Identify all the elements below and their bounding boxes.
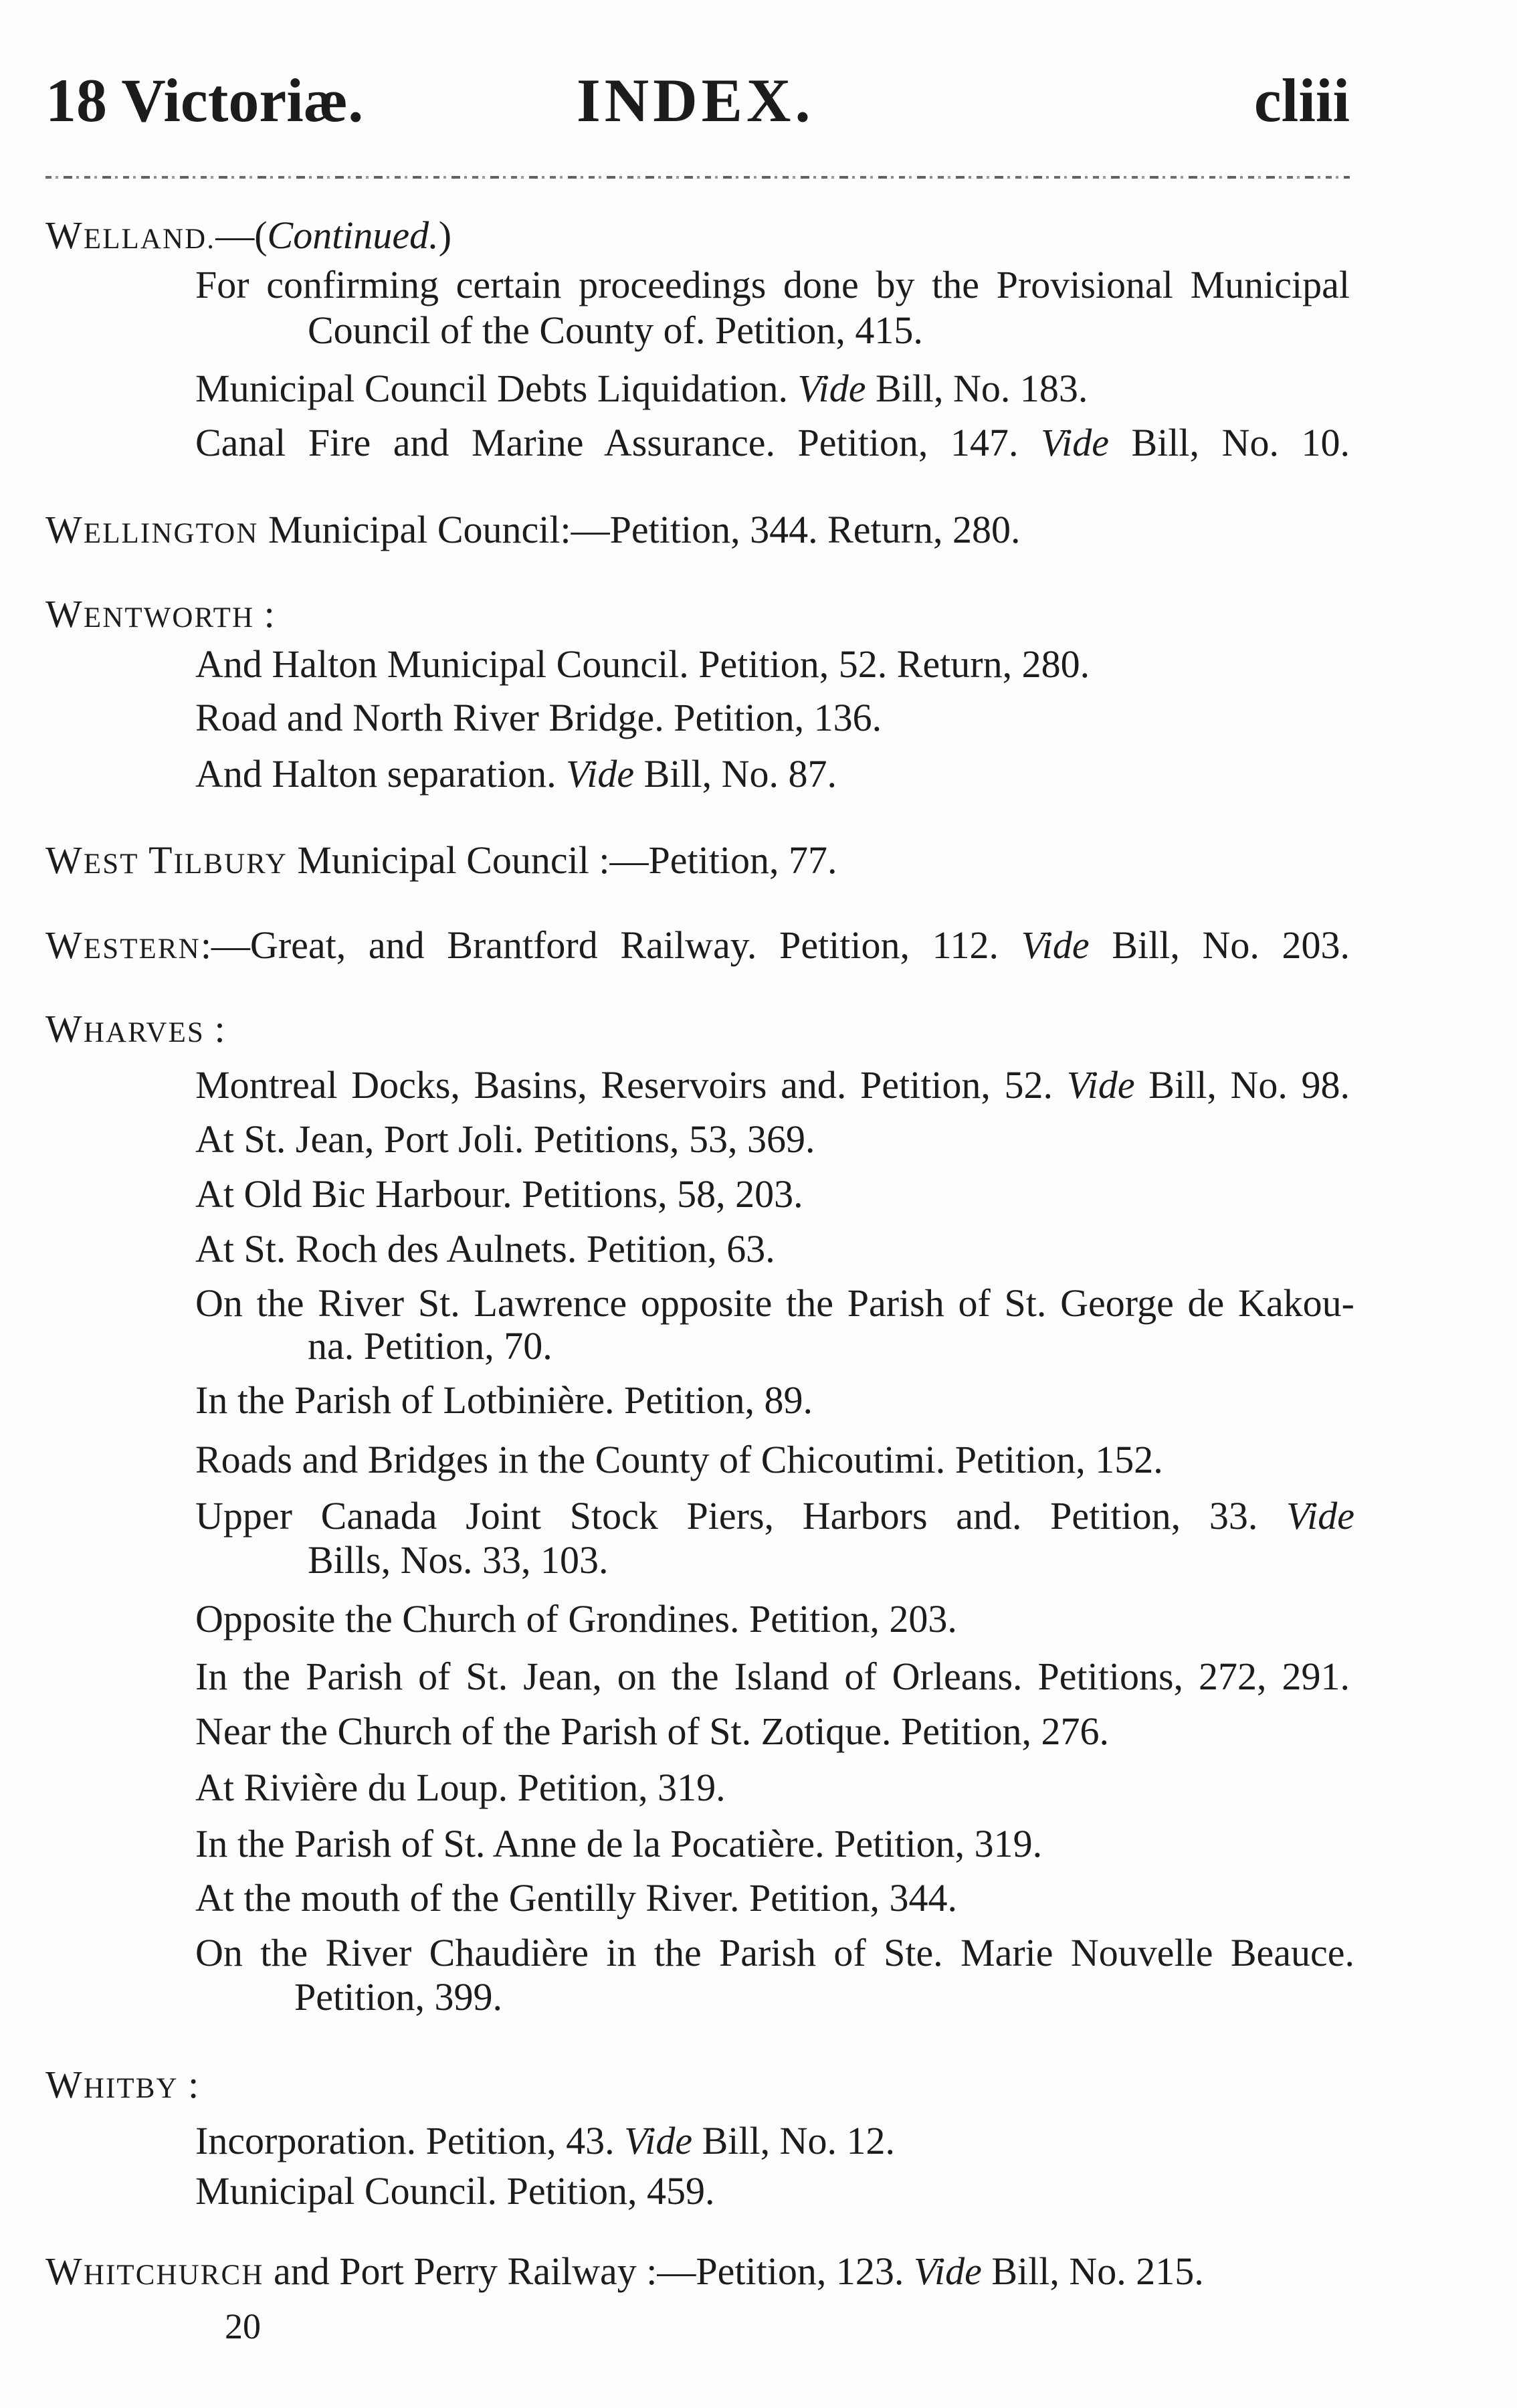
entry-line xyxy=(195,1821,1042,1867)
entry-line xyxy=(195,1116,815,1163)
vide-italic: Vide xyxy=(913,2249,982,2293)
entry-text: In the Parish of St. Anne de la Pocatière. Petition, 319. xyxy=(195,1822,1043,1865)
entry-text: Montreal Docks, Basins, Reservoirs and. Petition, 52. xyxy=(195,1063,1067,1107)
vide-italic: Vide xyxy=(1041,421,1109,464)
entry-line-continued xyxy=(294,1974,502,2021)
section-heading-welland xyxy=(45,212,451,263)
entry-text: Roads and Bridges in the County of Chicoutimi. Petition, 152. xyxy=(195,1438,1163,1481)
entry-text: Bills, Nos. 33, 103. xyxy=(308,1538,609,1582)
heading-name: WESTERN xyxy=(45,923,201,967)
entry-text: Road and North River Bridge. Petition, 136. xyxy=(195,696,882,739)
entry-line-continued xyxy=(308,1537,609,1584)
running-head-session: 18 Victoriæ. xyxy=(45,66,364,134)
entry-line xyxy=(195,694,882,741)
section-heading-whitchurch xyxy=(45,2248,1204,2299)
entry-text: Bill, No. 10. xyxy=(1108,421,1350,464)
entry-text: Upper Canada Joint Stock Piers, Harbors and. Petition, 33. xyxy=(195,1494,1287,1538)
heading-text: : xyxy=(204,1007,225,1050)
heading-italic: Continued. xyxy=(267,213,439,257)
entry-text: Bill, No. 87. xyxy=(634,752,837,796)
entry-line xyxy=(195,1875,957,1922)
entry-line-continued xyxy=(308,1323,552,1370)
entry-line xyxy=(195,1437,1163,1483)
entry-text: On the River Chaudière in the Parish of Ste. Marie Nouvelle Beauce. xyxy=(195,1931,1354,1974)
entry-line xyxy=(195,1930,1354,1976)
heading-text: : xyxy=(254,592,275,636)
entry-text: At the mouth of the Gentilly River. Petition, 344. xyxy=(195,1876,957,1920)
heading-name: WHITBY xyxy=(45,2063,179,2106)
heading-name: WENTWORTH xyxy=(45,592,255,636)
entry-text: In the Parish of Lotbinière. Petition, 89. xyxy=(195,1378,813,1422)
section-heading-whitby xyxy=(45,2061,199,2112)
entry-text: Incorporation. Petition, 43. xyxy=(195,2119,625,2162)
entry-line xyxy=(195,1596,957,1643)
entry-text: Bill, No. 183. xyxy=(866,367,1088,410)
entry-line xyxy=(195,1708,1109,1755)
entry-text: Petition, 399. xyxy=(294,1975,502,2019)
entry-line xyxy=(195,1280,1354,1327)
entry-line xyxy=(195,1377,813,1424)
heading-text: : xyxy=(178,2063,199,2106)
entry-text: Municipal Council Debts Liquidation. xyxy=(195,367,798,410)
section-heading-wentworth xyxy=(45,591,275,642)
entry-line xyxy=(195,2168,715,2215)
heading-text: and Port Perry Railway :—Petition, 123. xyxy=(264,2249,914,2293)
vide-italic: Vide xyxy=(1021,923,1090,967)
entry-line xyxy=(195,2118,895,2164)
entry-text: In the Parish of St. Jean, on the Island of Orleans. Petitions, 272, 291. xyxy=(195,1655,1350,1698)
section-heading-wharves xyxy=(45,1006,225,1056)
entry-text: And Halton separation. xyxy=(195,752,567,796)
heading-text: ) xyxy=(438,213,452,257)
vide-italic: Vide xyxy=(566,752,635,796)
section-heading-western xyxy=(45,922,1350,973)
page-number: cliii xyxy=(1253,66,1350,134)
entry-text: Bill, No. 12. xyxy=(692,2119,896,2162)
heading-name: WELLINGTON xyxy=(45,508,259,551)
entry-line xyxy=(195,1653,1350,1700)
entry-text: And Halton Municipal Council. Petition, 52. Return, 280. xyxy=(195,642,1090,686)
heading-text: Municipal Council:—Petition, 344. Return, 280. xyxy=(258,508,1021,551)
vide-italic: Vide xyxy=(1066,1063,1135,1107)
entry-line-continued xyxy=(308,307,923,354)
section-heading-west-tilbury xyxy=(45,837,837,888)
entry-text: Council of the County of. Petition, 415. xyxy=(308,308,923,352)
entry-text: Canal Fire and Marine Assurance. Petition, 147. xyxy=(195,421,1041,464)
heading-text: —( xyxy=(215,213,268,257)
heading-name: TILBURY xyxy=(148,838,288,882)
entry-line xyxy=(195,1764,726,1811)
header-rule xyxy=(45,176,1350,179)
entry-line xyxy=(195,365,1088,412)
entry-text: At St. Jean, Port Joli. Petitions, 53, 369. xyxy=(195,1117,815,1161)
heading-name: WEST xyxy=(45,838,139,882)
section-heading-wellington xyxy=(45,506,1020,557)
index-title: INDEX. xyxy=(577,66,815,134)
entry-line xyxy=(195,751,837,798)
vide-italic: Vide xyxy=(624,2119,693,2162)
entry-text: At Old Bic Harbour. Petitions, 58, 203. xyxy=(195,1172,803,1216)
entry-line xyxy=(195,1493,1354,1540)
signature-mark: 20 xyxy=(225,2306,261,2346)
heading-name: WELLAND. xyxy=(45,213,216,257)
heading-name: WHARVES xyxy=(45,1007,205,1050)
vide-italic: Vide xyxy=(1286,1494,1354,1538)
heading-text: Bill, No. 203. xyxy=(1089,923,1350,967)
entry-line xyxy=(195,1171,803,1218)
entry-text: Near the Church of the Parish of St. Zotique. Petition, 276. xyxy=(195,1709,1110,1753)
entry-text: Municipal Council. Petition, 459. xyxy=(195,2169,715,2213)
entry-text: For confirming certain proceedings done by the Provisional Municipal xyxy=(195,263,1350,306)
entry-text: At Rivière du Loup. Petition, 319. xyxy=(195,1766,726,1809)
vide-italic: Vide xyxy=(797,367,866,410)
entry-text: At St. Roch des Aulnets. Petition, 63. xyxy=(195,1227,775,1271)
entry-line xyxy=(195,1062,1350,1109)
heading-name: WHITCHURCH xyxy=(45,2249,264,2293)
heading-text: :—Great, and Brantford Railway. Petition, 112. xyxy=(200,923,1021,967)
entry-line xyxy=(195,262,1350,308)
entry-line xyxy=(195,420,1350,466)
entry-text: Opposite the Church of Grondines. Petition, 203. xyxy=(195,1597,957,1641)
heading-text: Bill, No. 215. xyxy=(981,2249,1204,2293)
entry-text: On the River St. Lawrence opposite the Parish of St. George de Kakou- xyxy=(195,1281,1354,1325)
entry-text: Bill, No. 98. xyxy=(1134,1063,1350,1107)
heading-text: Municipal Council :—Petition, 77. xyxy=(287,838,837,882)
entry-text: na. Petition, 70. xyxy=(308,1324,552,1368)
entry-line xyxy=(195,641,1090,688)
entry-line xyxy=(195,1226,775,1273)
